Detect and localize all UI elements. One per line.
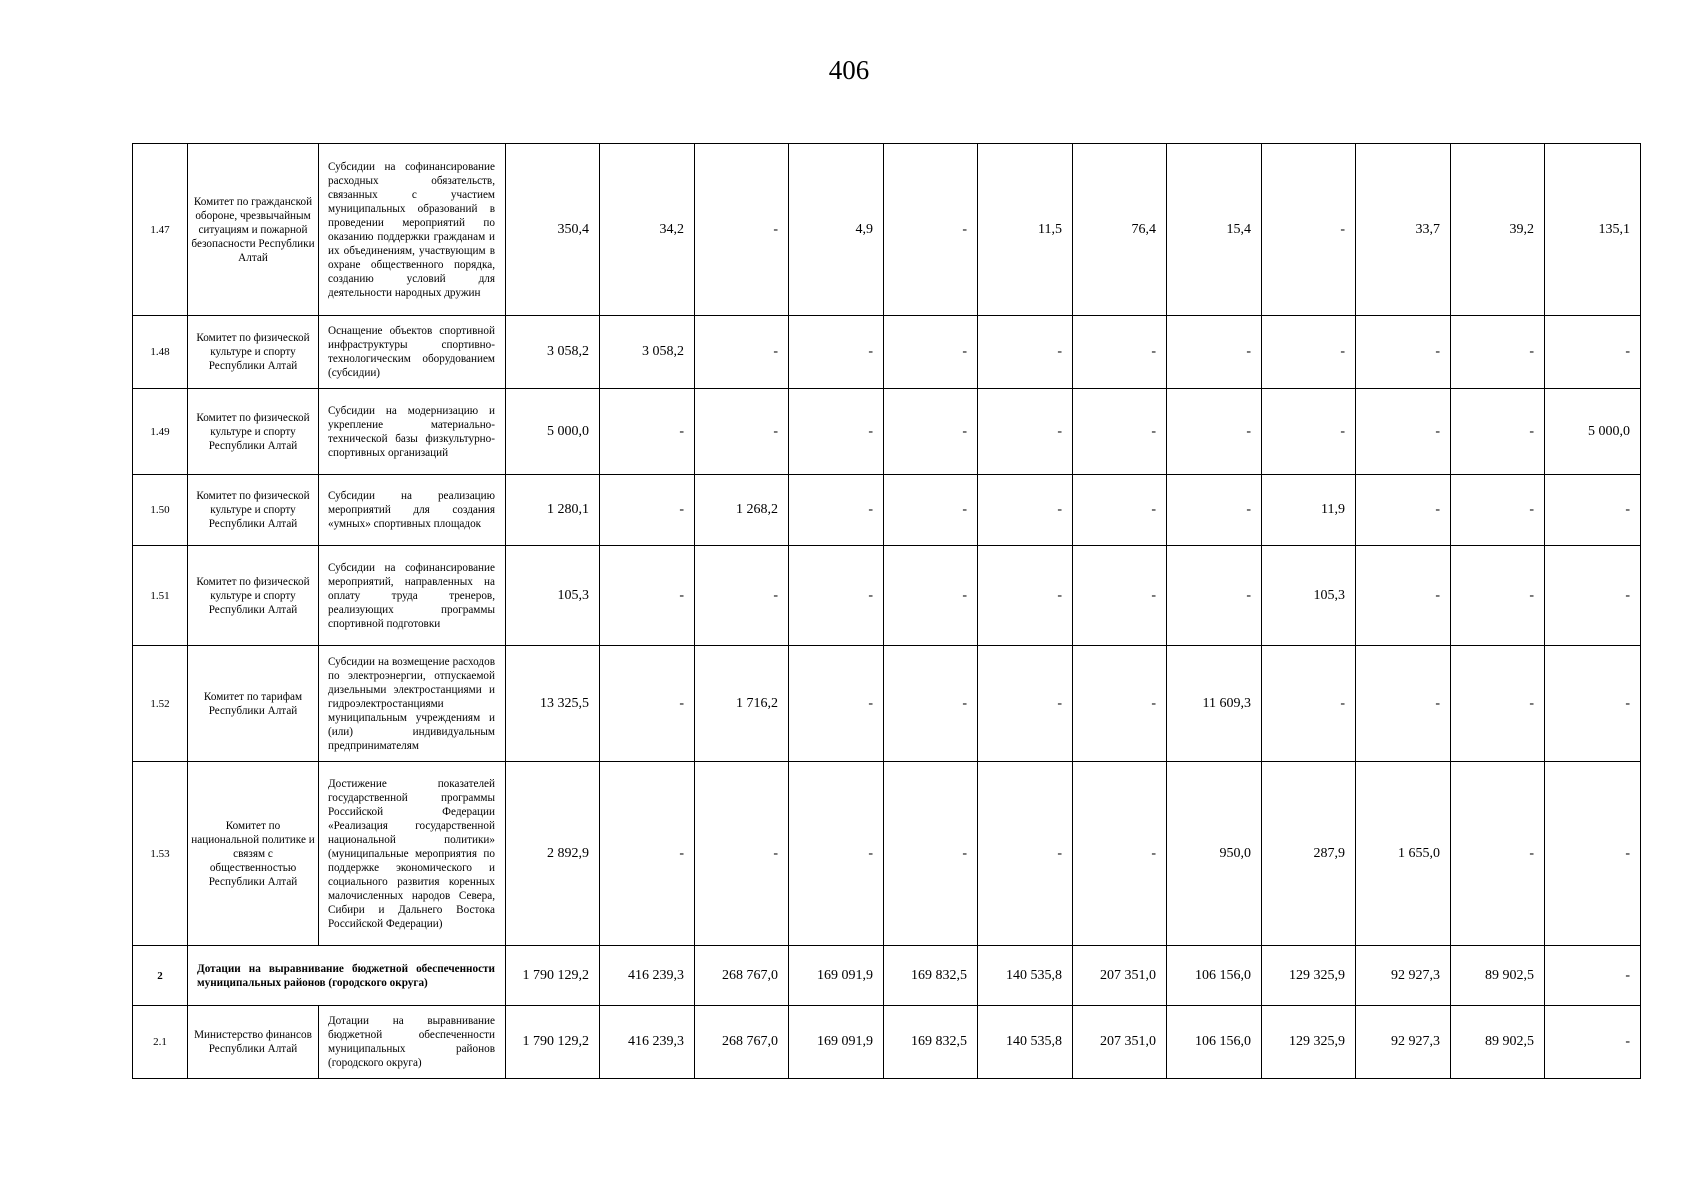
value-cell: - <box>789 475 884 546</box>
value-cell: 950,0 <box>1167 762 1262 946</box>
value-cell: - <box>1356 475 1451 546</box>
table-body <box>133 144 1641 1079</box>
value-cell: - <box>695 144 789 316</box>
value-cell: 5 000,0 <box>506 389 600 475</box>
value-cell: - <box>1262 144 1356 316</box>
value-cell: 140 535,8 <box>978 946 1073 1006</box>
value-cell: - <box>1451 646 1545 762</box>
budget-table <box>132 143 1641 1079</box>
value-cell: - <box>884 646 978 762</box>
value-cell: 106 156,0 <box>1167 1006 1262 1079</box>
description-cell: Субсидии на софинансирование расходных обязательств, связанных с участием муниципальных образований в проведении мероприятий по оказанию поддержки гражданам и их объединениям, участвующим в охране общественного порядка, созданию условий для деятельности народных дружин <box>319 144 506 316</box>
value-cell: 11 609,3 <box>1167 646 1262 762</box>
value-cell: 89 902,5 <box>1451 1006 1545 1079</box>
row-number: 1.49 <box>133 389 188 475</box>
value-cell: 13 325,5 <box>506 646 600 762</box>
organization-cell: Комитет по гражданской обороне, чрезвычайным ситуациям и пожарной безопасности Республики Алтай <box>188 144 319 316</box>
value-cell: 140 535,8 <box>978 1006 1073 1079</box>
value-cell: - <box>1545 546 1641 646</box>
value-cell: 1 655,0 <box>1356 762 1451 946</box>
value-cell: 4,9 <box>789 144 884 316</box>
description-cell: Дотации на выравнивание бюджетной обеспеченности муниципальных районов (городского округа) <box>188 946 506 1006</box>
value-cell: 207 351,0 <box>1073 1006 1167 1079</box>
value-cell: - <box>1356 546 1451 646</box>
value-cell: - <box>978 475 1073 546</box>
value-cell: - <box>1545 475 1641 546</box>
organization-cell: Министерство финансов Республики Алтай <box>188 1006 319 1079</box>
table-row <box>133 316 1641 389</box>
value-cell: - <box>600 546 695 646</box>
value-cell: - <box>1451 762 1545 946</box>
value-cell: - <box>1451 546 1545 646</box>
value-cell: - <box>1451 475 1545 546</box>
value-cell: - <box>600 389 695 475</box>
table-row <box>133 762 1641 946</box>
value-cell: 2 892,9 <box>506 762 600 946</box>
value-cell: - <box>789 646 884 762</box>
value-cell: - <box>1262 316 1356 389</box>
row-number: 2 <box>133 946 188 1006</box>
table-row <box>133 646 1641 762</box>
value-cell: - <box>600 646 695 762</box>
value-cell: 3 058,2 <box>600 316 695 389</box>
table-row <box>133 946 1641 1006</box>
value-cell: - <box>884 389 978 475</box>
description-cell: Субсидии на возмещение расходов по электроэнергии, отпускаемой дизельными электростанциями и гидроэлектростанциями муниципальным учреждениям и (или) индивидуальным предпринимателям <box>319 646 506 762</box>
table-row <box>133 389 1641 475</box>
page-number: 406 <box>828 55 870 85</box>
value-cell: 268 767,0 <box>695 946 789 1006</box>
value-cell: 3 058,2 <box>506 316 600 389</box>
value-cell: - <box>1356 646 1451 762</box>
organization-cell: Комитет по физической культуре и спорту Республики Алтай <box>188 316 319 389</box>
value-cell: - <box>1167 475 1262 546</box>
row-number: 1.51 <box>133 546 188 646</box>
value-cell: - <box>1073 762 1167 946</box>
value-cell: 416 239,3 <box>600 946 695 1006</box>
value-cell: - <box>1451 316 1545 389</box>
value-cell: 1 790 129,2 <box>506 946 600 1006</box>
value-cell: 1 716,2 <box>695 646 789 762</box>
value-cell: 106 156,0 <box>1167 946 1262 1006</box>
value-cell: 15,4 <box>1167 144 1262 316</box>
organization-cell: Комитет по тарифам Республики Алтай <box>188 646 319 762</box>
description-cell: Субсидии на модернизацию и укрепление материально-технической базы физкультурно-спортивных организаций <box>319 389 506 475</box>
value-cell: 105,3 <box>506 546 600 646</box>
value-cell: - <box>789 546 884 646</box>
value-cell: 105,3 <box>1262 546 1356 646</box>
value-cell: 207 351,0 <box>1073 946 1167 1006</box>
value-cell: - <box>695 762 789 946</box>
value-cell: 11,5 <box>978 144 1073 316</box>
value-cell: - <box>695 389 789 475</box>
value-cell: - <box>1167 316 1262 389</box>
value-cell: - <box>1356 316 1451 389</box>
value-cell: 135,1 <box>1545 144 1641 316</box>
organization-cell: Комитет по физической культуре и спорту Республики Алтай <box>188 475 319 546</box>
organization-cell: Комитет по физической культуре и спорту Республики Алтай <box>188 546 319 646</box>
description-cell: Оснащение объектов спортивной инфраструктуры спортивно-технологическим оборудованием (субсидии) <box>319 316 506 389</box>
value-cell: - <box>1167 546 1262 646</box>
value-cell: - <box>695 316 789 389</box>
value-cell: - <box>1545 646 1641 762</box>
value-cell: 169 832,5 <box>884 946 978 1006</box>
value-cell: - <box>884 475 978 546</box>
value-cell: - <box>1167 389 1262 475</box>
description-cell: Субсидии на софинансирование мероприятий, направленных на оплату труда тренеров, реализующих программы спортивной подготовки <box>319 546 506 646</box>
row-number: 1.50 <box>133 475 188 546</box>
value-cell: - <box>695 546 789 646</box>
value-cell: 92 927,3 <box>1356 1006 1451 1079</box>
value-cell: - <box>1073 646 1167 762</box>
value-cell: - <box>884 316 978 389</box>
value-cell: - <box>1262 646 1356 762</box>
value-cell: 1 280,1 <box>506 475 600 546</box>
table-row <box>133 144 1641 316</box>
organization-cell: Комитет по физической культуре и спорту Республики Алтай <box>188 389 319 475</box>
value-cell: - <box>789 762 884 946</box>
value-cell: 287,9 <box>1262 762 1356 946</box>
value-cell: - <box>600 475 695 546</box>
value-cell: - <box>1073 316 1167 389</box>
description-cell: Дотации на выравнивание бюджетной обеспеченности муниципальных районов (городского округа) <box>319 1006 506 1079</box>
value-cell: - <box>600 762 695 946</box>
value-cell: 89 902,5 <box>1451 946 1545 1006</box>
value-cell: 76,4 <box>1073 144 1167 316</box>
value-cell: - <box>1073 475 1167 546</box>
value-cell: 11,9 <box>1262 475 1356 546</box>
value-cell: 416 239,3 <box>600 1006 695 1079</box>
value-cell: - <box>884 546 978 646</box>
value-cell: 129 325,9 <box>1262 1006 1356 1079</box>
value-cell: 169 091,9 <box>789 1006 884 1079</box>
description-cell: Достижение показателей государственной программы Российской Федерации «Реализация государственной национальной политики» (муниципальные мероприятия по поддержке экономического и социального развития коренных малочисленных народов Севера, Сибири и Дальнего Востока Российской Федерации) <box>319 762 506 946</box>
value-cell: - <box>1262 389 1356 475</box>
value-cell: - <box>1073 389 1167 475</box>
value-cell: 92 927,3 <box>1356 946 1451 1006</box>
value-cell: 169 091,9 <box>789 946 884 1006</box>
table-row <box>133 546 1641 646</box>
value-cell: 1 268,2 <box>695 475 789 546</box>
value-cell: - <box>978 546 1073 646</box>
row-number: 1.47 <box>133 144 188 316</box>
value-cell: 169 832,5 <box>884 1006 978 1079</box>
value-cell: 129 325,9 <box>1262 946 1356 1006</box>
table-row <box>133 1006 1641 1079</box>
value-cell: - <box>1545 316 1641 389</box>
value-cell: - <box>1545 1006 1641 1079</box>
value-cell: 1 790 129,2 <box>506 1006 600 1079</box>
value-cell: 39,2 <box>1451 144 1545 316</box>
value-cell: - <box>789 316 884 389</box>
value-cell: 34,2 <box>600 144 695 316</box>
value-cell: - <box>978 762 1073 946</box>
row-number: 1.52 <box>133 646 188 762</box>
value-cell: 33,7 <box>1356 144 1451 316</box>
row-number: 1.48 <box>133 316 188 389</box>
value-cell: - <box>1545 762 1641 946</box>
value-cell: 350,4 <box>506 144 600 316</box>
value-cell: - <box>978 646 1073 762</box>
table-row <box>133 475 1641 546</box>
value-cell: 5 000,0 <box>1545 389 1641 475</box>
value-cell: - <box>978 389 1073 475</box>
row-number: 1.53 <box>133 762 188 946</box>
value-cell: - <box>1356 389 1451 475</box>
description-cell: Субсидии на реализацию мероприятий для создания «умных» спортивных площадок <box>319 475 506 546</box>
value-cell: - <box>1451 389 1545 475</box>
value-cell: - <box>1545 946 1641 1006</box>
value-cell: 268 767,0 <box>695 1006 789 1079</box>
value-cell: - <box>884 144 978 316</box>
value-cell: - <box>884 762 978 946</box>
value-cell: - <box>1073 546 1167 646</box>
value-cell: - <box>978 316 1073 389</box>
organization-cell: Комитет по национальной политике и связям с общественностью Республики Алтай <box>188 762 319 946</box>
value-cell: - <box>789 389 884 475</box>
row-number: 2.1 <box>133 1006 188 1079</box>
